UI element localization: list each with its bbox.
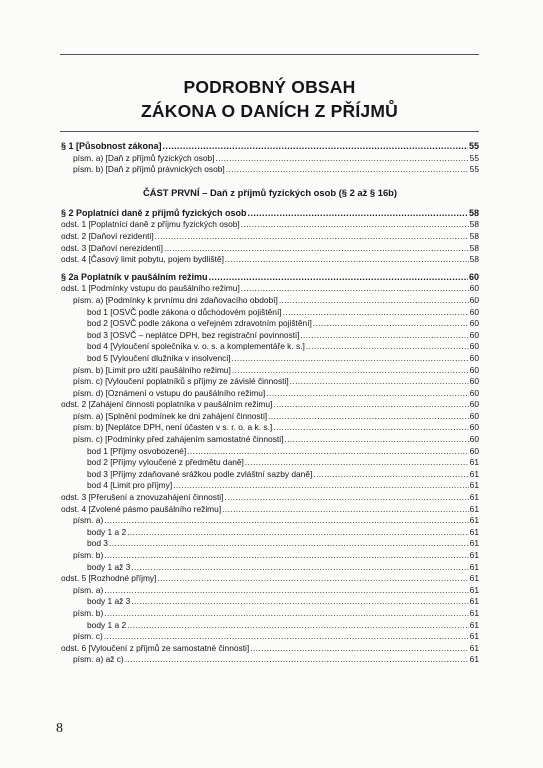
dot-leader (241, 283, 469, 295)
dot-leader (104, 631, 469, 643)
toc-entry[interactable] (61, 307, 479, 319)
toc-entry[interactable] (61, 411, 479, 423)
title-rule (60, 131, 479, 132)
toc-entry[interactable] (61, 341, 479, 353)
toc-entry-page: 61 (469, 596, 479, 607)
toc-entry-page: 61 (469, 561, 479, 572)
toc-entry[interactable] (61, 562, 479, 574)
toc-entry-page: 58 (468, 207, 479, 218)
toc-entry-label: odst. 6 [Vyloučení z příjmů ze samostatné činnosti] (61, 642, 250, 653)
toc-entry[interactable] (61, 422, 479, 434)
dot-leader (173, 480, 468, 492)
toc-entry-label: odst. 3 [Daňoví nerezidenti] (61, 242, 163, 253)
toc-entry[interactable] (61, 492, 479, 504)
toc-entry-label: písm. c) [Vyloučení poplatníků s příjmy ze závislé činnosti] (73, 376, 289, 387)
dot-leader (131, 562, 468, 574)
toc-entry-page: 55 (468, 141, 479, 151)
part-heading: ČÁST PRVNÍ – Daň z příjmů fyzických osob (§ 2 až § 16b) (142, 186, 398, 198)
toc-entry-label: odst. 3 [Přerušení a znovuzahájení činnosti] (61, 492, 224, 503)
dot-leader (131, 596, 468, 608)
toc-entry-label: odst. 1 [Poplatníci daně z příjmu fyzických osob] (61, 219, 240, 230)
toc-entry-page: 60 (469, 422, 479, 433)
toc-entry-page: 60 (469, 399, 479, 410)
toc-entry-label: písm. a) až c) (73, 654, 124, 665)
toc-entry-label: body 1 až 3 (87, 561, 131, 572)
toc-entry-page: 58 (469, 219, 479, 230)
dot-leader (284, 434, 468, 446)
toc-entry[interactable] (61, 457, 479, 469)
dot-leader (266, 388, 468, 400)
dot-leader (225, 254, 469, 266)
toc-entry-label: bod 2 [Příjmy vyloučené z předmětu daně] (87, 457, 244, 468)
dot-leader (109, 538, 469, 550)
toc-entry-label: písm. a) [Splnění podmínek ke dni zahájení činnosti] (73, 410, 268, 421)
dot-leader (187, 446, 469, 458)
toc-entry-label: písm. b) (73, 550, 104, 560)
toc-entry-label: odst. 2 [Zahájení činnosti poplatníka v paušálním režimu] (61, 399, 273, 410)
toc-entry-label: odst. 2 [Daňoví rezidenti] (61, 230, 154, 241)
toc-entry[interactable] (61, 515, 479, 527)
toc-entry-page: 61 (469, 503, 479, 514)
toc-entry-label: odst. 4 [Časový limit pobytu, pojem bydliště] (61, 254, 224, 265)
toc-entry-label: písm. b) [Neplátce DPH, není účasten v s. r. o. a k. s.] (73, 422, 273, 433)
toc-entry-label: písm. a) (73, 584, 104, 595)
toc-entry-label: písm. a) [Daň z příjmů fyzických osob] (73, 152, 215, 163)
dot-leader (104, 608, 468, 620)
toc-entry[interactable] (61, 254, 479, 266)
toc-entry-label: body 1 a 2 (87, 526, 127, 537)
dot-leader (273, 422, 468, 434)
toc-entry[interactable] (61, 295, 479, 307)
dot-leader (283, 307, 469, 319)
dot-leader (268, 411, 469, 423)
toc-entry-page: 58 (469, 230, 479, 241)
toc-entry-page: 60 (469, 294, 479, 305)
dot-leader (232, 365, 469, 377)
toc-entry-page: 61 (469, 573, 479, 584)
toc-entry-page: 61 (469, 468, 479, 479)
toc-entry-page: 61 (469, 526, 479, 537)
toc-entry[interactable] (61, 469, 479, 481)
toc-entry-page: 55 (469, 164, 479, 175)
toc-entry-page: 58 (469, 254, 479, 265)
toc-entry[interactable] (61, 608, 479, 620)
toc-entry-page: 60 (468, 271, 479, 282)
toc-entry[interactable] (61, 504, 479, 516)
toc-entry-label: písm. d) [Oznámení o vstupu do paušálního režimu] (73, 387, 266, 398)
toc-entry-label: písm. a) (73, 515, 104, 526)
dot-leader (248, 208, 468, 220)
toc-entry[interactable] (61, 643, 479, 655)
page-number: 8 (56, 721, 63, 736)
toc-entry-label: bod 5 [Vyloučení dlužníka v insolvenci] (87, 352, 231, 363)
toc-entry-page: 60 (469, 341, 479, 352)
toc-entry-label: body 1 a 2 (87, 619, 127, 630)
toc-entry[interactable] (61, 654, 479, 666)
toc-entry[interactable] (61, 318, 479, 330)
toc-entry-label: odst. 1 [Podmínky vstupu do paušálního režimu] (61, 283, 240, 294)
toc-entry-label: bod 4 [Vyloučení společníka v. o. s. a komplementáře k. s.] (87, 341, 305, 352)
toc-entry-page: 60 (469, 318, 479, 329)
toc-entry[interactable] (61, 631, 479, 643)
toc-entry[interactable] (61, 283, 479, 295)
dot-leader (232, 353, 469, 365)
toc-entry-label: bod 4 [Limit pro příjmy] (87, 480, 173, 491)
toc-entry[interactable] (61, 620, 479, 632)
toc-entry-page: 60 (469, 306, 479, 317)
toc-entry-label: bod 1 [OSVČ podle zákona o důchodovém pojištění] (87, 306, 282, 317)
toc-entry-label: odst. 4 [Zvolené pásmo paušálního režimu] (61, 503, 222, 514)
toc-entry-page: 60 (469, 352, 479, 363)
dot-leader (216, 153, 469, 165)
dot-leader (241, 219, 469, 231)
dot-leader (279, 295, 469, 307)
toc-entry-label: písm. c) [Podmínky před zahájením samostatné činnosti] (73, 434, 284, 445)
toc-entry[interactable] (61, 527, 479, 539)
top-rule (60, 54, 479, 55)
toc-entry-page: 60 (469, 410, 479, 421)
toc-entry-page: 60 (469, 387, 479, 398)
dot-leader (245, 457, 469, 469)
toc-entry-page: 61 (469, 480, 479, 491)
toc-entry-page: 60 (469, 376, 479, 387)
toc-entry-page: 60 (469, 364, 479, 375)
toc-entry[interactable] (61, 164, 479, 176)
dot-leader (313, 469, 468, 481)
dot-leader (306, 341, 469, 353)
toc-entry-page: 61 (469, 550, 479, 560)
toc-entry-label: bod 1 [Příjmy osvobozené] (87, 445, 187, 456)
toc-entry-page: 58 (469, 242, 479, 253)
toc-entry[interactable] (61, 353, 479, 365)
toc-entry[interactable] (61, 231, 479, 243)
toc-entry[interactable] (61, 272, 479, 284)
toc-entry-label: písm. b) [Daň z příjmů právnických osob] (73, 164, 225, 175)
toc-entry[interactable] (61, 365, 479, 377)
dot-leader (273, 399, 468, 411)
dot-leader (104, 585, 468, 597)
dot-leader (127, 527, 469, 539)
toc-entry-page: 61 (469, 538, 479, 549)
toc-entry-label: body 1 až 3 (87, 596, 131, 607)
toc-entry-label: odst. 5 [Rozhodné příjmy] (61, 573, 157, 584)
toc-entry-page: 61 (469, 515, 479, 526)
dot-leader (164, 243, 469, 255)
toc-entry-label: bod 3 [Příjmy zdaňované srážkou podle zvláštní sazby daně] (87, 468, 313, 479)
toc-entry-label: bod 2 [OSVČ podle zákona o veřejném zdravotním pojištění] (87, 318, 312, 329)
toc-entry-page: 61 (469, 642, 479, 653)
toc-entry[interactable] (61, 596, 479, 608)
toc-entry-page: 61 (469, 654, 479, 665)
page-title-line-2: ZÁKONA O DANÍCH Z PŘÍJMŮ (141, 101, 398, 121)
toc-entry-page: 61 (469, 492, 479, 503)
toc-entry-label: § 1 [Působnost zákona] (61, 141, 162, 151)
toc-entry[interactable] (61, 550, 479, 562)
dot-leader (224, 492, 468, 504)
table-of-contents (61, 141, 479, 666)
toc-entry[interactable] (61, 219, 479, 231)
toc-entry-label: § 2 Poplatníci daně z příjmů fyzických osob (61, 207, 247, 218)
toc-entry-label: písm. c) (73, 631, 103, 642)
toc-entry-page: 61 (469, 607, 479, 618)
dot-leader (300, 330, 468, 342)
toc-entry[interactable] (61, 208, 479, 220)
toc-entry[interactable] (61, 330, 479, 342)
toc-entry[interactable] (61, 573, 479, 585)
toc-entry-label: písm. b) [Limit pro užití paušálního režimu] (73, 364, 231, 375)
toc-entry[interactable] (61, 399, 479, 411)
toc-entry[interactable] (61, 538, 479, 550)
toc-entry-label: bod 3 [OSVČ – neplátce DPH, bez registrační povinnosti] (87, 329, 300, 340)
toc-entry-page: 61 (469, 631, 479, 642)
page-title-line-1: PODROBNÝ OBSAH (183, 77, 356, 97)
toc-entry[interactable] (61, 243, 479, 255)
toc-entry-label: bod 3 (87, 538, 108, 549)
toc-entry[interactable] (61, 153, 479, 165)
toc-entry-page: 60 (469, 329, 479, 340)
toc-entry-page: 61 (469, 584, 479, 595)
toc-entry-label: písm. a) [Podmínky k prvnímu dni zdaňovacího období] (73, 294, 278, 305)
dot-leader (155, 231, 469, 243)
dot-leader (290, 376, 469, 388)
dot-leader (125, 654, 469, 666)
dot-leader (250, 643, 468, 655)
toc-entry-page: 55 (469, 152, 479, 163)
toc-entry-page: 61 (469, 619, 479, 630)
toc-entry[interactable] (61, 434, 479, 446)
dot-leader (209, 272, 468, 284)
toc-entry-page: 60 (469, 283, 479, 294)
toc-entry[interactable] (61, 446, 479, 458)
toc-entry[interactable] (61, 141, 479, 153)
dot-leader (157, 573, 468, 585)
dot-leader (104, 550, 468, 562)
dot-leader (222, 504, 469, 516)
toc-entry-label: § 2a Poplatník v paušálním režimu (61, 271, 208, 282)
dot-leader (127, 620, 469, 632)
dot-leader (163, 141, 468, 153)
dot-leader (226, 164, 469, 176)
toc-entry-page: 60 (469, 445, 479, 456)
toc-entry-page: 60 (469, 434, 479, 445)
toc-entry[interactable] (61, 585, 479, 597)
dot-leader (313, 318, 469, 330)
toc-entry-page: 61 (469, 457, 479, 468)
toc-entry[interactable] (61, 388, 479, 400)
dot-leader (104, 515, 468, 527)
toc-entry[interactable] (61, 376, 479, 388)
toc-entry[interactable] (61, 480, 479, 492)
toc-entry-label: písm. b) (73, 607, 104, 618)
